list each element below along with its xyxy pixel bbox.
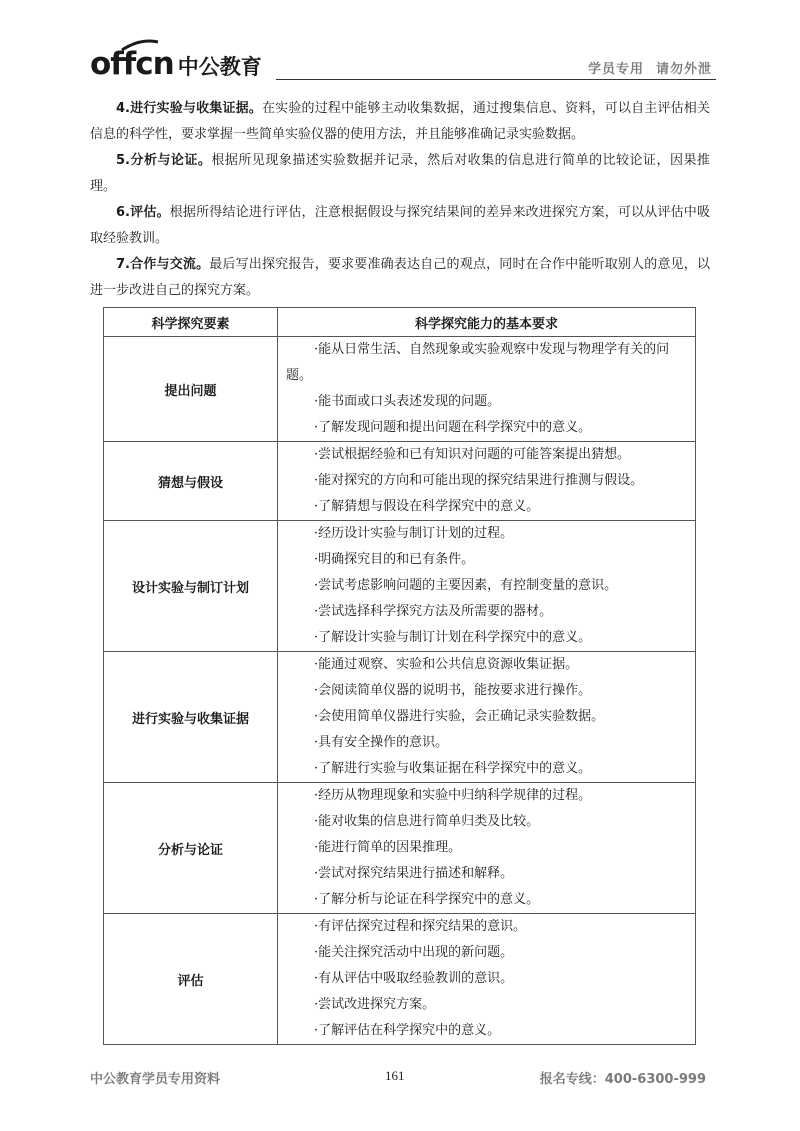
requirement-item: ·了解分析与论证在科学探究中的意义。: [314, 892, 540, 907]
paragraph: [90, 148, 710, 200]
requirement-item: ·经历设计实验与制订计划的过程。: [314, 526, 514, 541]
paragraph: [90, 252, 710, 304]
element-cell: 评估: [104, 914, 278, 1045]
paragraph-body: 根据所得结论进行评估，注意根据假设与探究结果间的差异来改进探究方案，可以从评估中吸取经验教训。: [90, 205, 710, 246]
paragraph-title: 5.分析与论证。: [116, 153, 212, 168]
requirements-cell: [278, 442, 696, 521]
logo-cn-text: 中公教育: [177, 55, 262, 79]
logo-text: offcn: [90, 46, 174, 82]
requirements-cell: [278, 652, 696, 783]
logo-swoosh-icon: [120, 38, 160, 52]
inquiry-requirements-table: [103, 307, 696, 1045]
requirement-item: ·了解设计实验与制订计划在科学探究中的意义。: [314, 630, 592, 645]
requirement-item: ·能书面或口头表述发现的问题。: [314, 394, 501, 409]
requirement-item: ·尝试根据经验和已有知识对问题的可能答案提出猜想。: [314, 447, 631, 462]
paragraph-title: 7.合作与交流。: [116, 257, 210, 272]
paragraph-body: 根据所见现象描述实验数据并记录，然后对收集的信息进行简单的比较论证，因果推理。: [90, 153, 710, 194]
requirements-cell: [278, 914, 696, 1045]
requirement-item: ·了解发现问题和提出问题在科学探究中的意义。: [314, 420, 592, 435]
table-header-row: [104, 308, 696, 337]
requirements-cell: [278, 337, 696, 442]
requirement-item: ·尝试考虑影响问题的主要因素，有控制变量的意识。: [314, 578, 618, 593]
footer-left: 中公教育学员专用资料: [90, 1072, 221, 1087]
element-cell: 提出问题: [104, 337, 278, 442]
header-tag: [576, 58, 712, 77]
offcn-logo: [90, 38, 262, 80]
element-cell: 进行实验与收集证据: [104, 652, 278, 783]
requirement-item: ·了解猜想与假设在科学探究中的意义。: [314, 499, 540, 514]
paragraph-body: 在实验的过程中能够主动收集数据，通过搜集信息、资料，可以自主评估相关信息的科学性，要求掌握一些简单实验仪器的使用方法，并且能够准确记录实验数据。: [90, 101, 710, 142]
requirement-item: ·有评估探究过程和探究结果的意识。: [314, 919, 527, 934]
footer-hotline: 报名专线：400-6300-999: [539, 1072, 706, 1087]
requirement-item: ·有从评估中吸取经验教训的意识。: [314, 971, 514, 986]
body-text: [90, 96, 710, 304]
requirement-item: ·会使用简单仪器进行实验，会正确记录实验数据。: [314, 709, 605, 724]
page-header: [90, 38, 716, 84]
requirement-item: ·尝试改进探究方案。: [314, 997, 436, 1012]
table-row: [104, 652, 696, 783]
table-row: [104, 521, 696, 652]
header-tag-1: 学员专用: [587, 62, 644, 77]
paragraph: [90, 96, 710, 148]
requirement-item: ·能对收集的信息进行简单归类及比较。: [314, 814, 540, 829]
requirement-item: ·会阅读简单仪器的说明书，能按要求进行操作。: [314, 683, 592, 698]
header-rule: [276, 79, 716, 80]
paragraph-body: 最后写出探究报告，要求要准确表达自己的观点，同时在合作中能听取别人的意见，以进一步改进自己的探究方案。: [90, 257, 710, 298]
requirement-item: ·尝试对探究结果进行描述和解释。: [314, 866, 514, 881]
requirement-item: ·具有安全操作的意识。: [314, 735, 449, 750]
paragraph-title: 4.进行实验与收集证据。: [116, 101, 262, 116]
paragraph: [90, 200, 710, 252]
table-row: [104, 337, 696, 442]
requirement-item: ·了解评估在科学探究中的意义。: [314, 1023, 501, 1038]
element-cell: 猜想与假设: [104, 442, 278, 521]
requirement-item: ·了解进行实验与收集证据在科学探究中的意义。: [314, 761, 592, 776]
requirement-item: ·能对探究的方向和可能出现的探究结果进行推测与假设。: [314, 473, 644, 488]
column-header-requirements: 科学探究能力的基本要求: [278, 308, 696, 337]
requirement-item: ·能通过观察、实验和公共信息资源收集证据。: [314, 657, 579, 672]
table-row: [104, 442, 696, 521]
requirement-item: ·经历从物理现象和实验中归纳科学规律的过程。: [314, 788, 592, 803]
page-footer: [90, 1068, 706, 1088]
page-number: 161: [385, 1068, 405, 1083]
requirement-item: ·能关注探究活动中出现的新问题。: [314, 945, 514, 960]
requirements-cell: [278, 521, 696, 652]
table-row: [104, 783, 696, 914]
requirement-item: ·明确探究目的和已有条件。: [314, 552, 475, 567]
requirement-item: ·能进行简单的因果推理。: [314, 840, 462, 855]
requirement-item: ·能从日常生活、自然现象或实验观察中发现与物理学有关的问题。: [286, 342, 670, 383]
element-cell: 分析与论证: [104, 783, 278, 914]
paragraph-title: 6.评估。: [116, 205, 170, 220]
column-header-element: 科学探究要素: [104, 308, 278, 337]
header-tag-2: 请勿外泄: [655, 62, 712, 77]
element-cell: 设计实验与制订计划: [104, 521, 278, 652]
requirement-item: ·尝试选择科学探究方法及所需要的器材。: [314, 604, 553, 619]
table-row: [104, 914, 696, 1045]
requirements-cell: [278, 783, 696, 914]
